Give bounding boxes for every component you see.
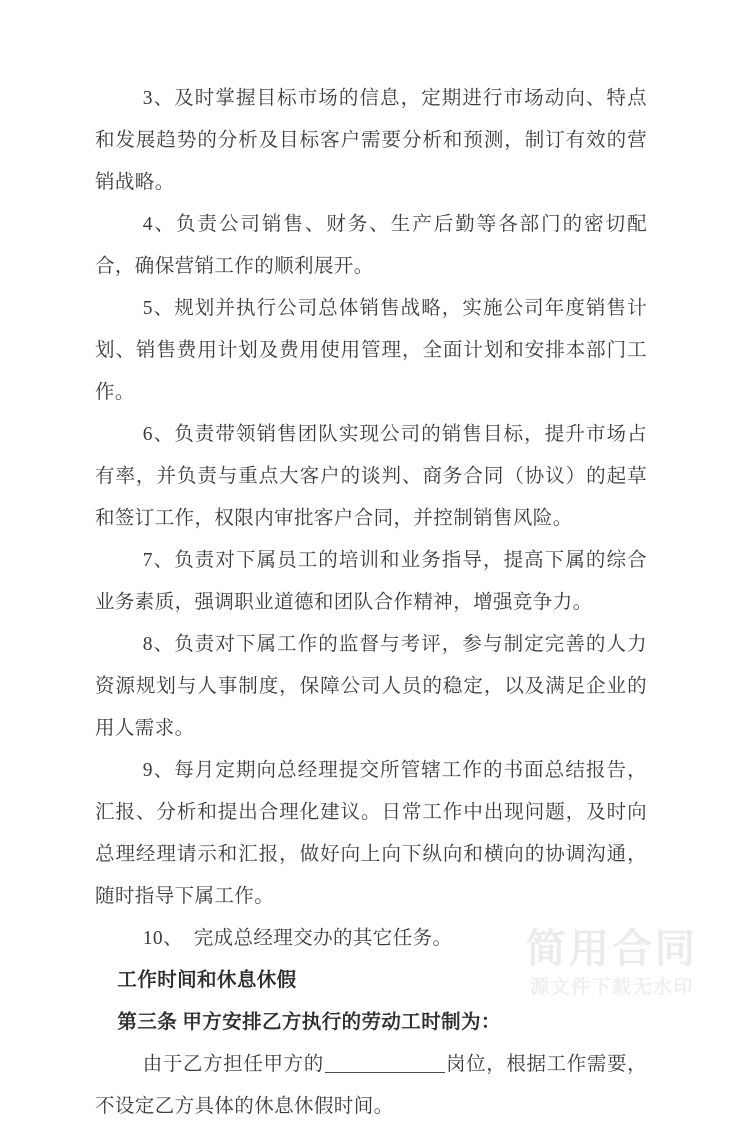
position-blank-field[interactable] bbox=[325, 1072, 445, 1073]
paragraph-item-9: 9、每月定期向总经理提交所管辖工作的书面总结报告，汇报、分析和提出合理化建议。日常工作中出现问题，及时向总理经理请示和汇报，做好向上向下纵向和横向的协调沟通，随时指导下属工作。 bbox=[95, 760, 647, 907]
paragraph-item-8: 8、负责对下属工作的监督与考评，参与制定完善的人力资源规划与人事制度，保障公司人员的稳定，以及满足企业的用人需求。 bbox=[95, 634, 647, 739]
document-body bbox=[95, 78, 647, 1128]
paragraph-item-3: 3、及时掌握目标市场的信息，定期进行市场动向、特点和发展趋势的分析及目标客户需要分析和预测，制订有效的营销战略。 bbox=[95, 88, 647, 193]
paragraph-item-5: 5、规划并执行公司总体销售战略，实施公司年度销售计划、销售费用计划及费用使用管理，全面计划和安排本部门工作。 bbox=[95, 298, 647, 403]
item-10-text: 完成总经理交办的其它任务。 bbox=[193, 928, 453, 949]
paragraph-item-4: 4、负责公司销售、财务、生产后勤等各部门的密切配合，确保营销工作的顺利展开。 bbox=[95, 214, 647, 277]
final-text-after-blank: 岗位，根据工作需要，不设定乙方具体的休息休假时间。 bbox=[95, 1054, 647, 1117]
watermark-title: 简用合同 bbox=[526, 926, 698, 973]
item-10-number: 10、 bbox=[142, 928, 183, 949]
heading-article-three: 第三条 甲方安排乙方执行的劳动工时制为： bbox=[117, 1012, 501, 1033]
paragraph-final bbox=[95, 1044, 647, 1128]
paragraph-item-7: 7、负责对下属员工的培训和业务指导，提高下属的综合业务素质，强调职业道德和团队合作精神，增强竞争力。 bbox=[95, 550, 647, 613]
final-text-before-blank: 由于乙方担任甲方的 bbox=[142, 1054, 324, 1075]
paragraph-item-6: 6、负责带领销售团队实现公司的销售目标，提升市场占有率，并负责与重点大客户的谈判、商务合同（协议）的起草和签订工作，权限内审批客户合同，并控制销售风险。 bbox=[95, 424, 647, 529]
paragraph-item-10 bbox=[95, 918, 647, 960]
watermark-subtitle: 源文件下载无水印 bbox=[529, 976, 694, 999]
heading-working-hours: 工作时间和休息休假 bbox=[117, 970, 297, 991]
